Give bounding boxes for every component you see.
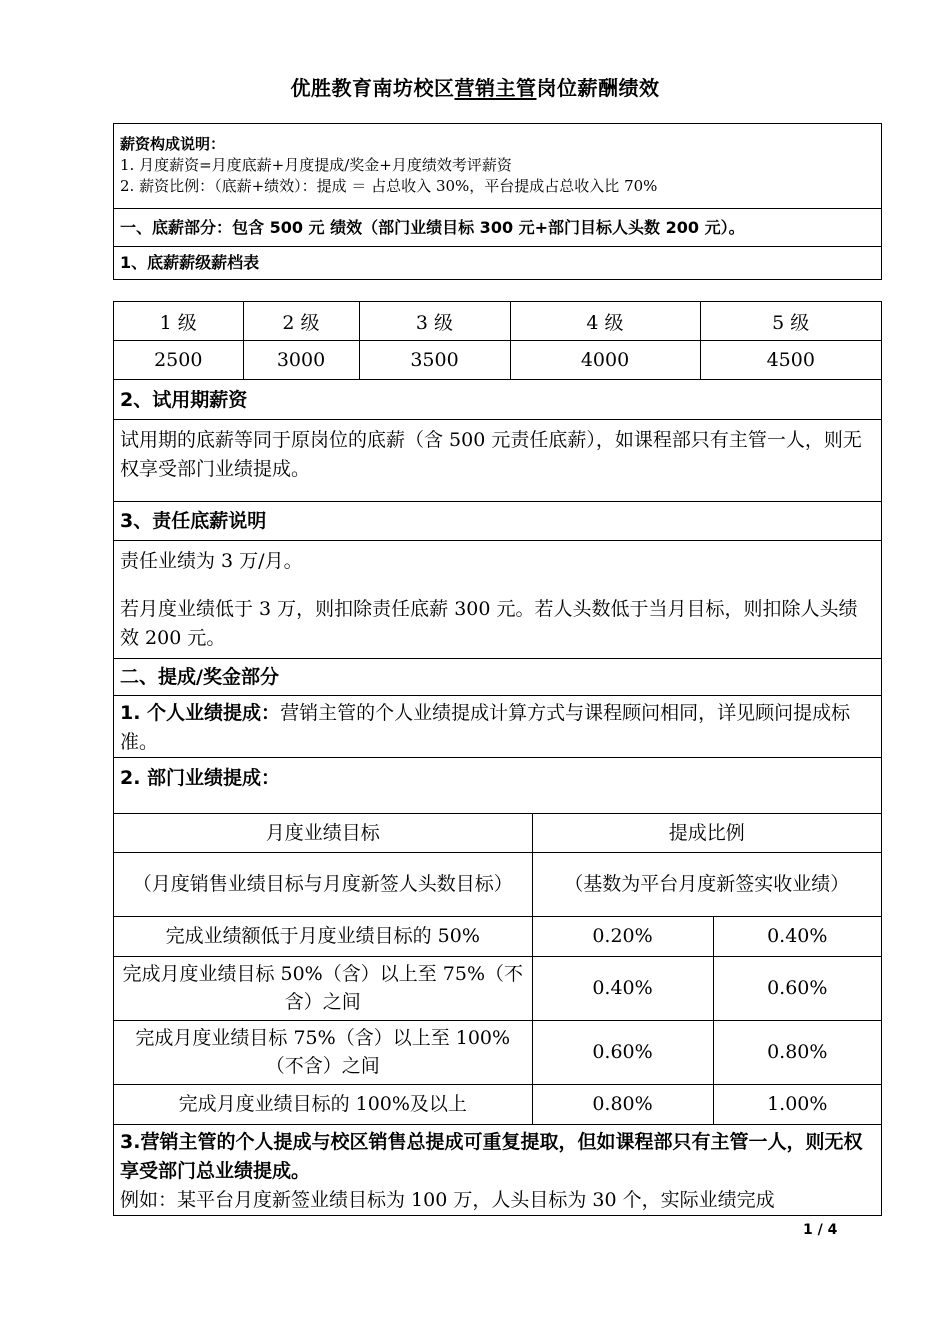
composition-heading: 薪资构成说明： [120, 135, 226, 153]
commission-rate-2: 0.60% [713, 956, 881, 1020]
grade-amount-row [114, 341, 881, 380]
rate-header: 提成比例 [532, 814, 881, 852]
rate-subheader: （基数为平台月度新签实收业绩） [532, 852, 881, 916]
responsibility-line-1: 责任业绩为 3 万/月。 [120, 550, 303, 572]
document-title: 优胜教育南坊校区营销主管岗位薪酬绩效 [290, 76, 660, 100]
base-salary-heading: 一、底薪部分：包含 500 元 绩效（部门业绩目标 300 元+部门目标人头数 200 元）。 [114, 209, 881, 247]
grade-level-cell: 1 级 [114, 302, 243, 341]
commission-row [114, 956, 881, 1020]
personal-commission [114, 696, 881, 758]
responsibility-line-2: 若月度业绩低于 3 万，则扣除责任底薪 300 元。若人头数低于当月目标，则扣除人头绩效 200 元。 [120, 598, 858, 649]
composition-box [113, 123, 882, 280]
commission-heading: 二、提成/奖金部分 [114, 659, 881, 696]
target-header: 月度业绩目标 [114, 814, 532, 852]
grade-amount-cell: 3500 [359, 341, 510, 380]
grade-table-heading: 1、底薪薪级薪档表 [120, 253, 260, 272]
grade-level-cell: 3 级 [359, 302, 510, 341]
grade-amount-cell: 4500 [700, 341, 881, 380]
composition-line-2: 2. 薪资比例：（底薪+绩效）：提成 ＝ 占总收入 30%，平台提成占总收入比 70% [120, 177, 658, 195]
commission-target: 完成业绩额低于月度业绩目标的 50% [114, 916, 532, 956]
department-commission-label: 2. 部门业绩提成： [114, 758, 881, 814]
commission-rate-1: 0.20% [532, 916, 713, 956]
probation-heading: 2、试用期薪资 [114, 380, 881, 420]
responsibility-section [114, 541, 881, 659]
personal-commission-text: 营销主管的个人业绩提成计算方式与课程顾问相同，详见顾问提成标准。 [120, 702, 851, 753]
page-number: 1 / 4 [803, 1222, 838, 1238]
commission-target: 完成月度业绩目标的 100%及以上 [114, 1084, 532, 1124]
commission-rate-1: 0.60% [532, 1020, 713, 1084]
target-subheader: （月度销售业绩目标与月度新签人头数目标） [114, 852, 532, 916]
composition-line-1: 1. 月度薪资=月度底薪+月度提成/奖金+月度绩效考评薪资 [120, 156, 512, 174]
responsibility-heading: 3、责任底薪说明 [114, 502, 881, 541]
commission-subheader-row [114, 852, 881, 916]
commission-rate-1: 0.40% [532, 956, 713, 1020]
note-3 [114, 1125, 881, 1215]
commission-row [114, 1020, 881, 1084]
grade-level-row [114, 302, 881, 341]
grade-level-cell: 2 级 [243, 302, 359, 341]
salary-grade-table [114, 302, 881, 380]
commission-rate-2: 0.80% [713, 1020, 881, 1084]
commission-target: 完成月度业绩目标 75%（含）以上至 100%（不含）之间 [114, 1020, 532, 1084]
grade-level-cell: 5 级 [700, 302, 881, 341]
commission-table [114, 814, 881, 1125]
probation-text: 试用期的底薪等同于原岗位的底薪（含 500 元责任底薪），如课程部只有主管一人，则无权享受部门业绩提成。 [114, 420, 881, 502]
commission-row [114, 916, 881, 956]
note-3-example: 例如：某平台月度新签业绩目标为 100 万，人头目标为 30 个，实际业绩完成 [120, 1188, 775, 1211]
grade-amount-cell: 3000 [243, 341, 359, 380]
commission-rate-1: 0.80% [532, 1084, 713, 1124]
note-3-bold: 3.营销主管的个人提成与校区销售总提成可重复提取，但如课程部只有主管一人，则无权享受部门总业绩提成。 [120, 1130, 863, 1182]
commission-header-row [114, 814, 881, 852]
main-table-box [113, 301, 882, 1216]
personal-commission-label: 1. 个人业绩提成： [120, 702, 281, 724]
composition-section [114, 124, 881, 209]
grade-amount-cell: 2500 [114, 341, 243, 380]
grade-level-cell: 4 级 [510, 302, 700, 341]
grade-amount-cell: 4000 [510, 341, 700, 380]
commission-row [114, 1084, 881, 1124]
commission-rate-2: 1.00% [713, 1084, 881, 1124]
commission-rate-2: 0.40% [713, 916, 881, 956]
commission-target: 完成月度业绩目标 50%（含）以上至 75%（不含）之间 [114, 956, 532, 1020]
